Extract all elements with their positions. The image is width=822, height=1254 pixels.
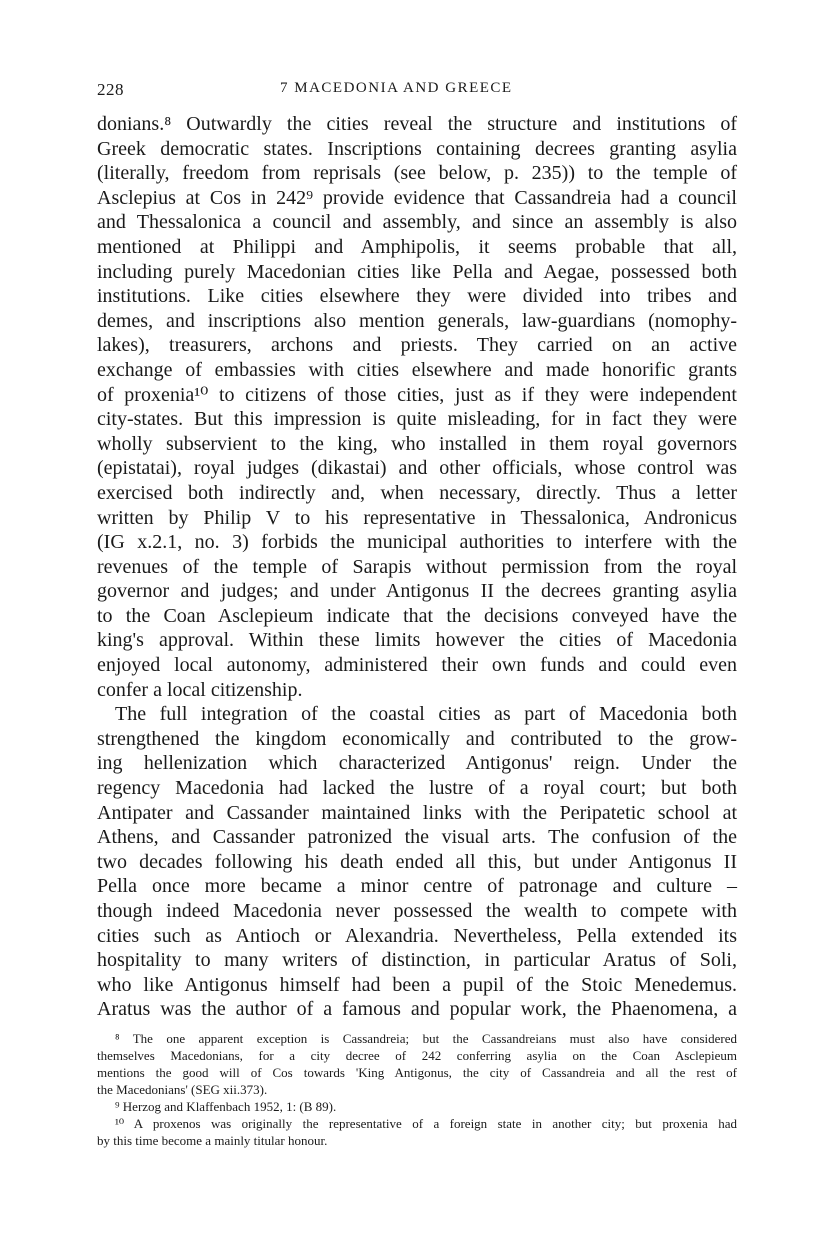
footnote-line: themselves Macedonians, for a city decree of 242 conferring asylia on the Coan Asclepieum	[97, 1047, 737, 1063]
text-line: (literally, freedom from reprisals (see below, p. 235)) to the temple of	[97, 162, 737, 185]
text-line: strengthened the kingdom economically and contributed to the grow-	[97, 727, 737, 750]
text-line: two decades following his death ended all this, but under Antigonus II	[97, 850, 737, 873]
page-number: 228	[97, 80, 124, 99]
text-line: enjoyed local autonomy, administered their own funds and could even	[97, 654, 737, 677]
page-header	[97, 80, 737, 106]
text-line: Pella once more became a minor centre of patronage and culture –	[97, 875, 737, 898]
text-line: donians.⁸ Outwardly the cities reveal the structure and institutions of	[97, 113, 737, 135]
text-line: including purely Macedonian cities like Pella and Aegae, possessed both	[97, 260, 737, 283]
text-line: regency Macedonia had lacked the lustre of a royal court; but both	[97, 777, 737, 800]
book-page	[97, 80, 737, 1149]
running-head: 7 MACEDONIA AND GREECE	[280, 80, 513, 96]
text-line: who like Antigonus himself had been a pupil of the Stoic Menedemus.	[97, 973, 737, 996]
text-line: Greek democratic states. Inscriptions containing decrees granting asylia	[97, 137, 737, 160]
paragraph-end-line: confer a local citizenship.	[97, 678, 303, 701]
text-line: and Thessalonica a council and assembly, and since an assembly is also	[97, 211, 737, 234]
text-line: demes, and inscriptions also mention generals, law-guardians (nomophy-	[97, 309, 737, 332]
text-line: ing hellenization which characterized Antigonus' reign. Under the	[97, 752, 737, 775]
footnote-8: ⁸ The one apparent exception is Cassandreia; but the Cassandreians must also have considered	[115, 1030, 737, 1046]
text-line: written by Philip V to his representative in Thessalonica, Andronicus	[97, 506, 737, 529]
text-line: of proxenia¹⁰ to citizens of those cities, just as if they were independent	[97, 383, 737, 406]
text-line: cities such as Antioch or Alexandria. Nevertheless, Pella extended its	[97, 924, 737, 947]
footnote-9: ⁹ Herzog and Klaffenbach 1952, 1: (B 89).	[115, 1098, 337, 1114]
paragraph-start-line: The full integration of the coastal cities as part of Macedonia both	[115, 703, 737, 726]
text-line: city-states. But this impression is quite misleading, for in fact they were	[97, 408, 737, 431]
body-text	[97, 112, 737, 1022]
text-line: (epistatai), royal judges (dikastai) and other officials, whose control was	[97, 457, 737, 480]
text-line: mentioned at Philippi and Amphipolis, it seems probable that all,	[97, 235, 737, 258]
text-line: revenues of the temple of Sarapis without permission from the royal	[97, 555, 737, 578]
footnote-10: ¹⁰ A proxenos was originally the representative of a foreign state in another city; but proxenia had	[115, 1115, 737, 1131]
text-line: governor and judges; and under Antigonus II the decrees granting asylia	[97, 580, 737, 603]
text-line: Aratus was the author of a famous and popular work, the Phaenomena, a	[97, 998, 737, 1021]
footnote-line: mentions the good will of Cos towards 'King Antigonus, the city of Cassandreia and all the rest of	[97, 1064, 737, 1080]
text-line: exchange of embassies with cities elsewhere and made honorific grants	[97, 358, 737, 381]
text-line: hospitality to many writers of distinction, in particular Aratus of Soli,	[97, 949, 737, 972]
text-line: though indeed Macedonia never possessed the wealth to compete with	[97, 900, 737, 922]
text-line: (IG x.2.1, no. 3) forbids the municipal authorities to interfere with the	[97, 531, 737, 554]
text-line: king's approval. Within these limits however the cities of Macedonia	[97, 629, 737, 652]
footnote-line: by this time become a mainly titular honour.	[97, 1132, 328, 1148]
text-line: institutions. Like cities elsewhere they were divided into tribes and	[97, 285, 737, 308]
text-line: wholly subservient to the king, who installed in them royal governors	[97, 432, 737, 455]
text-line: to the Coan Asclepieum indicate that the decisions conveyed have the	[97, 604, 737, 627]
text-line: Antipater and Cassander maintained links with the Peripatetic school at	[97, 801, 737, 824]
footnote-line: the Macedonians' (SEG xii.373).	[97, 1081, 268, 1097]
text-line: exercised both indirectly and, when necessary, directly. Thus a letter	[97, 481, 737, 504]
footnotes	[97, 1030, 737, 1149]
text-line: Asclepius at Cos in 242⁹ provide evidence that Cassandreia had a council	[97, 186, 737, 209]
text-line: Athens, and Cassander patronized the visual arts. The confusion of the	[97, 826, 737, 849]
text-line: lakes), treasurers, archons and priests. They carried on an active	[97, 334, 737, 357]
